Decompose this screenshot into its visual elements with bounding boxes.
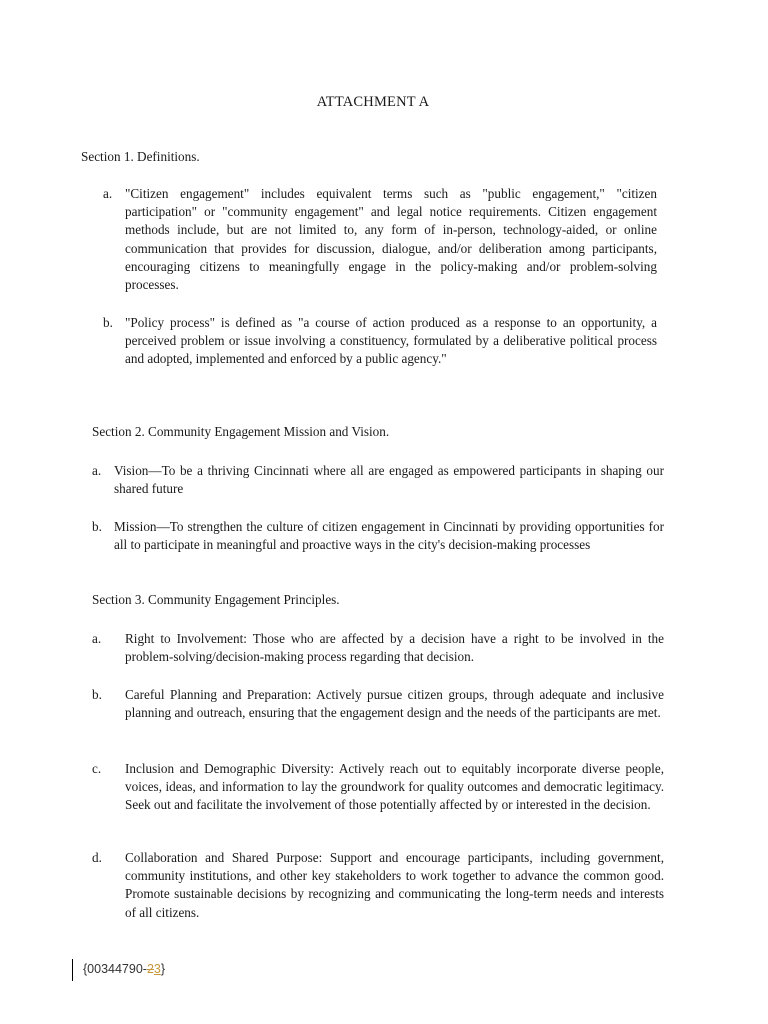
list-item-marker: d. bbox=[92, 850, 102, 865]
list-item-marker: b. bbox=[92, 519, 102, 534]
mission-statement: Mission—To strengthen the culture of citizen engagement in Cincinnati by providing opportunities for all to participate in meaningful and proactive ways in the city's decision-making processes bbox=[114, 519, 664, 553]
definition-citizen-engagement: "Citizen engagement" includes equivalent terms such as "public engagement," "citizen participation" or "community engagement" and legal notice requirements. Citizen engagement methods include, but are not limited to, any form of in-person, technology-aided, or online communication that provides for discussion, dialogue, and/or deliberation among participants, encouraging citizens to meaningfully engage in the policy-making and/or problem-solving processes. bbox=[125, 186, 657, 293]
doc-id-inserted-revision: 3 bbox=[153, 962, 161, 976]
doc-id-suffix: } bbox=[160, 962, 166, 976]
section-3-heading: Section 3. Community Engagement Principles. bbox=[92, 592, 340, 607]
list-item-marker: c. bbox=[92, 761, 102, 776]
page-title: ATTACHMENT A bbox=[316, 94, 430, 110]
section-2-heading: Section 2. Community Engagement Mission and Vision. bbox=[92, 424, 390, 439]
list-item bbox=[92, 518, 664, 576]
list-item-marker: b. bbox=[92, 687, 102, 702]
list-item bbox=[103, 314, 663, 390]
list-item-marker: a. bbox=[92, 631, 102, 646]
list-item-marker: a. bbox=[103, 186, 113, 201]
doc-id-prefix: {00344790- bbox=[83, 962, 147, 976]
principle-careful-planning: Careful Planning and Preparation: Actively pursue citizen groups, through adequate and inclusive planning and outreach, ensuring that the engagement design and the needs of the participants are met. bbox=[125, 687, 664, 721]
list-item-marker: b. bbox=[103, 315, 113, 330]
list-item bbox=[92, 630, 664, 670]
vision-statement: Vision—To be a thriving Cincinnati where all are engaged as empowered participants in shaping our shared future bbox=[114, 463, 664, 497]
list-item bbox=[92, 760, 664, 836]
list-item-marker: a. bbox=[92, 463, 102, 478]
document-id-footer bbox=[72, 959, 165, 981]
list-item bbox=[92, 462, 664, 502]
principle-collaboration: Collaboration and Shared Purpose: Support and encourage participants, including government, community institutions, and other key stakeholders to work together to advance the common good. Promote sustainable decisions by recognizing and communicating the long-term needs and interests of all citizens. bbox=[125, 850, 664, 920]
section-1-heading: Section 1. Definitions. bbox=[81, 149, 200, 164]
list-item bbox=[92, 686, 664, 744]
list-item bbox=[92, 849, 664, 925]
doc-id-deleted-revision: 2 bbox=[146, 962, 154, 976]
principle-right-to-involvement: Right to Involvement: Those who are affected by a decision have a right to be involved in the problem-solving/decision-making process regarding that decision. bbox=[125, 631, 664, 665]
list-item bbox=[103, 185, 663, 297]
definition-policy-process: "Policy process" is defined as "a course of action produced as a response to an opportunity, a perceived problem or issue involving a constituency, formulated by a deliberative political process and adopted, implemented and enforced by a public agency." bbox=[125, 315, 657, 367]
principle-inclusion-diversity: Inclusion and Demographic Diversity: Actively reach out to equitably incorporate diverse people, voices, ideas, and information to lay the groundwork for quality outcomes and democratic legitimacy. Seek out and facilitate the involvement of those potentially affected by or interested in the decision. bbox=[125, 761, 664, 813]
